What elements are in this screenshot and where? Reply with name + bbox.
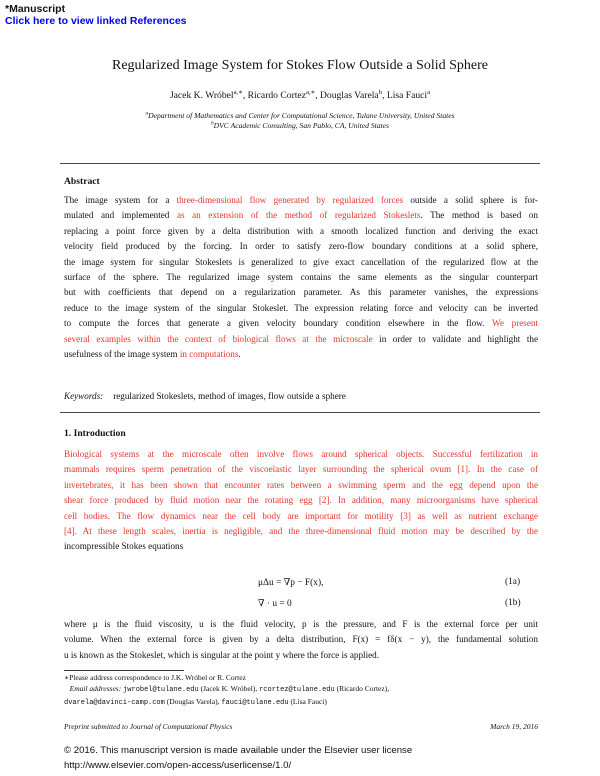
highlighted-text: three-dimensional flow generated by regularized forces [176,195,404,205]
highlighted-text: several examples within the context of biological flows at the microscale [64,333,373,344]
text-span: The image system for a [64,195,177,205]
text-line [64,648,538,663]
text-line [64,524,538,539]
keywords: Keywords: regularized Stokeslets, method of images, flow outside a sphere [64,391,346,401]
abstract-body [64,193,538,362]
text-span: mulated and implemented [64,210,177,221]
text-line [64,447,538,462]
license-statement: © 2016. This manuscript version is made available under the Elsevier user license [64,745,413,756]
top-divider [60,163,540,164]
text-line [64,316,538,331]
license-url[interactable]: http://www.elsevier.com/open-access/userlicense/1.0/ [64,760,292,771]
text-span: where μ is the fluid viscosity, u is the fluid velocity, p is the pressure, and F is the external force per unit [64,619,538,629]
text-span: reduce to the image system of the singular Stokeslet. The expression relating force and velocity can be inverted [64,302,538,313]
text-line [64,332,538,347]
text-line [64,509,538,524]
preprint-note: Preprint submitted to Journal of Computational Physics [64,722,233,731]
affiliation-b: $^b$DVC Academic Consulting, San Pablo, CA, United States [210,120,389,130]
text-line [64,493,538,508]
text-span: u is known as the Stokeslet, which is singular at the point y where the force is applied. [64,649,379,660]
intro-body [64,447,538,555]
text-line [64,270,538,285]
text-span: to compute the forces that generate a given velocity boundary condition elsewhere in the flow. [64,318,492,329]
text-line [64,208,538,223]
text-line [64,255,538,270]
email-link[interactable]: rcortez@tulane.edu [259,686,335,694]
text-line [64,193,538,208]
correspondence-note: ∗Please address correspondence to J.K. Wróbel or R. Cortez [64,673,246,682]
text-span: . The method is based on [420,210,538,221]
text-span: but with coefficients that depend on a regularization parameter. As this parameter vanishes, the expressions [64,287,538,298]
highlighted-text: shear force produced by fluid motion near the rotating egg [2]. In addition, many microorganisms have spherical [64,495,538,506]
text-span: surface of the sphere. The regularized image system contains the same elements as the singular counterpart [64,272,538,283]
highlighted-text: cell bodies. The flow dynamics near the cell body are important for motility [3] as well as nutrient exchange [64,510,538,521]
highlighted-text: as an extension of the method of regularized Stokeslets [176,210,421,221]
text-span: replacing a point force given by a delta distribution with a smooth localized function and deriving the exact [64,225,538,236]
highlighted-text: invertebrates, it has been shown that encounter rates between a swimming sperm and the egg depend upon the [64,479,538,490]
manuscript-label: *Manuscript [5,3,66,15]
email-link[interactable]: dvarela@davinci-camp.com [64,699,165,707]
text-span: in order to validate and highlight the [372,333,538,344]
text-line [64,462,538,477]
highlighted-text: We present [492,318,539,329]
email-link[interactable]: fauci@tulane.edu [221,699,289,707]
text-line [64,478,538,493]
footnotes [64,672,538,709]
text-line [64,539,538,554]
submission-date: March 19, 2016 [490,722,538,731]
email-link[interactable]: jwrobel@tulane.edu [123,686,199,694]
highlighted-text: mammals requires sperm penetration of the viscoelastic layer surrounding the spherical ovum [1]. In the case of [64,464,538,475]
highlighted-text: in computations [179,349,239,360]
text-line [64,239,538,254]
email-line-1: Email addresses: jwrobel@tulane.edu (Jacek K. Wróbel), rcortez@tulane.edu (Ricardo Cortez), [69,684,390,694]
highlighted-text: [4]. At these length scales, inertia is negligible, and the three-dimensional fluid motion may be described by the [64,526,538,537]
abstract-divider [60,412,540,413]
text-line [64,617,538,632]
page-footer [64,722,538,731]
text-span: . [238,349,241,360]
intro-continuation [64,617,538,663]
author-list: Jacek K. Wróbel$^{a,∗}$, Ricardo Cortez$^{a,∗}$, Douglas Varela$^b$, Lisa Fauci$^a$ [169,88,431,101]
highlighted-text: Biological systems at the microscale often involve flows around spherical objects. Successful fertilization in [64,449,538,459]
text-span: volume. When the external force is given by a delta distribution, F(x) = fδ(x − y), the fundamental solution [64,634,538,645]
linked-references-link[interactable]: Click here to view linked References [5,15,187,27]
text-span: the image system for singular Stokeslets is generalized to give exact cancellation of the regularized flow at the [64,256,538,267]
footnote-divider [64,670,184,671]
text-line [64,632,538,647]
text-span: velocity field produced by the forcing. In order to satisfy zero-flow boundary conditions at a solid sphere, [64,241,538,252]
text-line [64,301,538,316]
text-line [64,347,538,362]
text-line [64,285,538,300]
email-line-2: dvarela@davinci-camp.com (Douglas Varela), fauci@tulane.edu (Lisa Fauci) [64,697,327,707]
paper-title: Regularized Image System for Stokes Flow Outside a Solid Sphere [112,58,488,73]
intro-heading: 1. Introduction [64,428,126,439]
abstract-heading: Abstract [64,176,100,187]
text-span: outside a solid sphere is for- [403,195,538,205]
text-line [64,224,538,239]
text-span: usefulness of the image system [64,349,180,360]
affiliation-a: $^a$Department of Mathematics and Center for Computational Science, Tulane University, United States [145,110,455,120]
text-span: incompressible Stokes equations [64,541,184,552]
